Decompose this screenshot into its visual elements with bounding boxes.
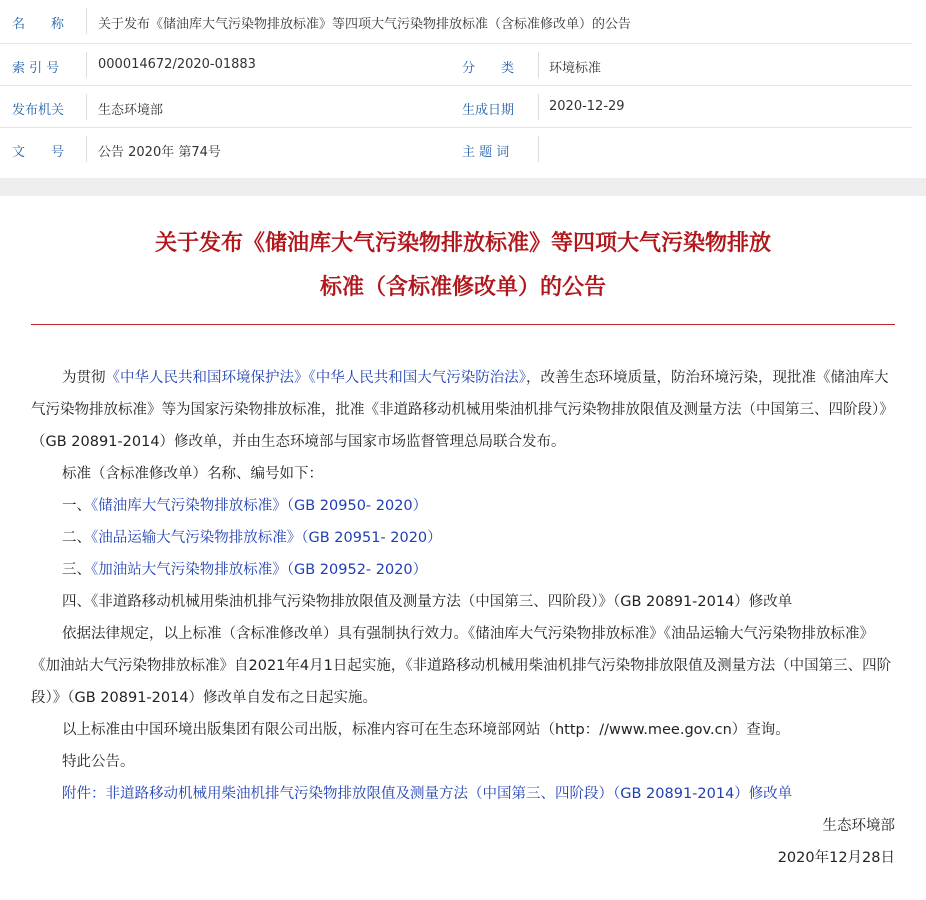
- docno-value: 公告 2020年 第74号: [98, 145, 221, 160]
- paragraph-list-intro: 标准（含标准修改单）名称、编号如下：: [62, 466, 323, 482]
- divider: [86, 94, 87, 120]
- list-item: 二、《油品运输大气污染物排放标准》（GB 20951- 2020）: [62, 530, 442, 546]
- article-body: [31, 362, 895, 874]
- list-item: 四、《非道路移动机械用柴油机排气污染物排放限值及测量方法（中国第三、四阶段）》（GB 20891-2014）修改单: [62, 594, 793, 610]
- paragraph-effect: 依据法律规定，以上标准（含标准修改单）具有强制执行效力。《储油库大气污染物排放标准》《油品运输大气污染物排放标准》《加油站大气污染物排放标准》自2021年4月1日起实施，《非道路移动机械用柴油机排气污染物排放限值及测量方法（中国第三、四阶段）》（GB 20891-2014）修改单自发布之日起实施。: [31, 626, 892, 706]
- law-link-environmental-protection[interactable]: 《中华人民共和国环境保护法》: [105, 370, 309, 386]
- divider: [86, 136, 87, 162]
- category-value: 环境标准: [549, 61, 602, 76]
- name-value: 关于发布《储油库大气污染物排放标准》等四项大气污染物排放标准（含标准修改单）的公告: [98, 17, 632, 32]
- index-value: 000014672/2020-01883: [98, 57, 256, 72]
- meta-row-docno: [0, 128, 912, 170]
- date-label: 生成日期: [462, 103, 515, 118]
- date-value: 2020-12-29: [549, 99, 625, 114]
- divider: [538, 52, 539, 78]
- standard-link-1[interactable]: 《储油库大气污染物排放标准》（GB 20950- 2020）: [91, 498, 428, 514]
- title-underline: [31, 324, 895, 325]
- list-item: 三、《加油站大气污染物排放标准》（GB 20952- 2020）: [62, 562, 428, 578]
- issuer-label: 发布机关: [12, 103, 65, 118]
- meta-row-name: [0, 0, 912, 42]
- paragraph-intro: 为贯彻《中华人民共和国环境保护法》《中华人民共和国大气污染防治法》，改善生态环境质量，防治环境污染，现批准《储油库大气污染物排放标准》等为国家污染物排放标准，批准《非道路移动机械用柴油机排气污染物排放限值及测量方法（中国第三、四阶段）》（GB 20891-2014）修改单，并由生态环境部与国家市场监督管理总局联合发布。: [31, 370, 894, 450]
- signature-date: 2020年12月28日: [777, 850, 895, 866]
- meta-row-issuer: [0, 86, 912, 128]
- attachment: [31, 778, 895, 810]
- category-label: 分 类: [462, 61, 515, 76]
- topic-label: 主 题 词: [462, 145, 510, 160]
- name-label: 名 称: [12, 17, 65, 32]
- issuer-value: 生态环境部: [98, 103, 164, 118]
- attachment-link[interactable]: 非道路移动机械用柴油机排气污染物排放限值及测量方法（中国第三、四阶段）（GB 20891-2014）修改单: [105, 786, 793, 802]
- divider: [538, 94, 539, 120]
- divider: [538, 136, 539, 162]
- standard-link-2[interactable]: 《油品运输大气污染物排放标准》（GB 20951- 2020）: [91, 530, 442, 546]
- section-divider-band: [0, 178, 926, 196]
- metadata-table: [0, 0, 926, 180]
- divider: [86, 8, 87, 34]
- docno-label: 文 号: [12, 145, 65, 160]
- page-title: [0, 222, 926, 310]
- standard-link-3[interactable]: 《加油站大气污染物排放标准》（GB 20952- 2020）: [91, 562, 428, 578]
- paragraph-closing: 特此公告。: [62, 754, 135, 770]
- signature: 生态环境部: [822, 818, 895, 834]
- attachment-label: 附件：: [62, 786, 106, 802]
- meta-row-index: [0, 44, 912, 86]
- paragraph-publication: 以上标准由中国环境出版集团有限公司出版，标准内容可在生态环境部网站（http：//www.mee.gov.cn）查询。: [62, 722, 790, 738]
- title-line-2: 标准（含标准修改单）的公告: [319, 275, 606, 300]
- law-link-air-pollution[interactable]: 《中华人民共和国大气污染防治法》: [308, 370, 526, 386]
- title-line-1: 关于发布《储油库大气污染物排放标准》等四项大气污染物排放: [154, 231, 771, 256]
- divider: [86, 52, 87, 78]
- list-item: 一、《储油库大气污染物排放标准》（GB 20950- 2020）: [62, 498, 428, 514]
- index-label: 索 引 号: [12, 61, 60, 76]
